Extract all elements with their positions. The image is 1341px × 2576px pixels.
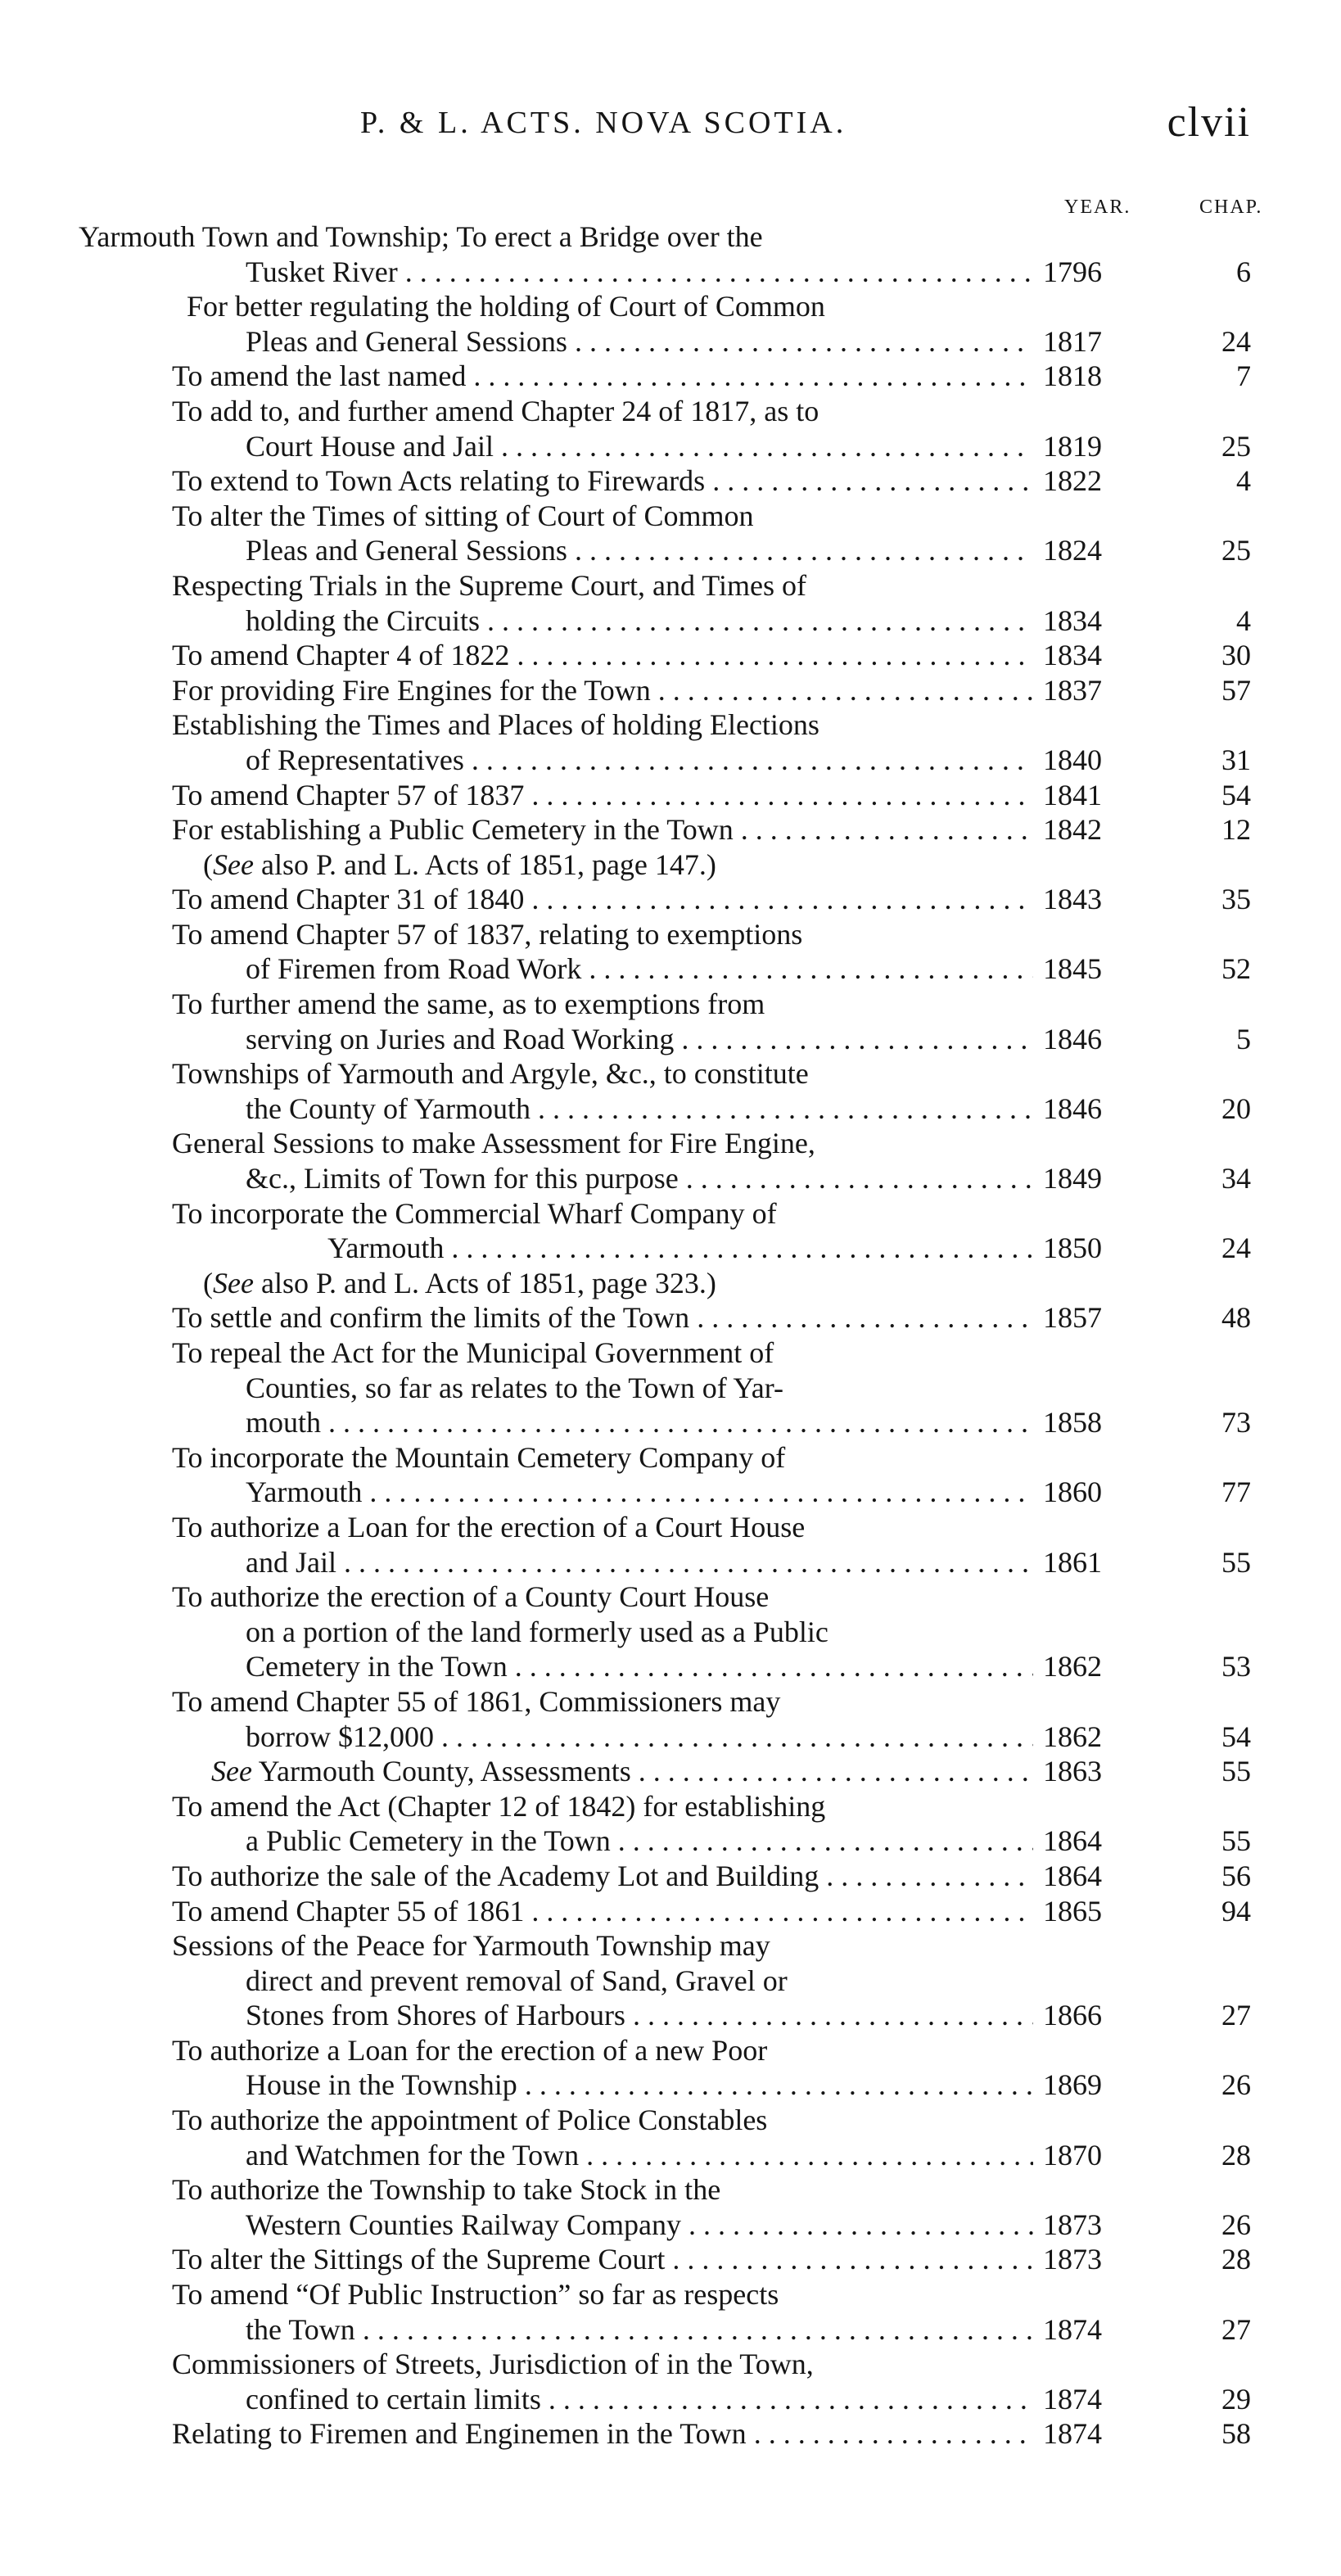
index-entry [0, 882, 1341, 917]
entry-year: 1873 [1043, 2208, 1102, 2241]
entry-year: 1870 [1043, 2138, 1102, 2172]
entry-chapter: 4 [1236, 603, 1251, 637]
entry-line [0, 359, 1341, 394]
entry-text: Sessions of the Peace for Yarmouth Township may [172, 1929, 770, 1963]
entry-line [0, 1510, 1341, 1545]
entry-year: 1796 [1043, 255, 1102, 288]
entry-chapter: 34 [1221, 1162, 1251, 1195]
entry-line [0, 847, 1341, 883]
entry-text: Respecting Trials in the Supreme Court, and Times of [172, 568, 807, 602]
year-column-header: YEAR. [1064, 197, 1131, 218]
entry-line [0, 324, 1341, 359]
index-entry [0, 2277, 1341, 2347]
index-entry [0, 1754, 1341, 1789]
entry-text: holding the Circuits . . . [246, 603, 1033, 639]
entry-chapter: 28 [1221, 2243, 1251, 2276]
entry-line [0, 917, 1341, 952]
entry-line [0, 778, 1341, 813]
entry-text: Yarmouth . . . [327, 1231, 1033, 1266]
entry-year: 1822 [1043, 464, 1102, 498]
entry-line [0, 743, 1341, 778]
entry-year: 1834 [1043, 603, 1102, 637]
entry-text: &c., Limits of Town for this purpose . . . [246, 1161, 1033, 1196]
entry-text: To amend Chapter 55 of 1861, Commissioners may [172, 1684, 781, 1718]
entry-year: 1846 [1043, 1091, 1102, 1125]
entry-chapter: 73 [1221, 1406, 1251, 1439]
entry-line [0, 2172, 1341, 2208]
entry-year: 1846 [1043, 1022, 1102, 1055]
index-entry [0, 359, 1341, 394]
entry-text: To amend Chapter 31 of 1840 . . . [172, 882, 1033, 917]
entry-text: (See also P. and L. Acts of 1851, page 147.) [203, 847, 716, 881]
entry-line [0, 1824, 1341, 1859]
entry-text: Western Counties Railway Company . . . [246, 2208, 1033, 2243]
entry-year: 1862 [1043, 1650, 1102, 1683]
entry-text: Counties, so far as relates to the Town of Yar- [246, 1371, 783, 1404]
index-entry [0, 987, 1341, 1056]
entry-year: 1869 [1043, 2068, 1102, 2102]
entry-text: borrow $12,000 . . . [246, 1720, 1033, 1755]
index-entry [0, 1928, 1341, 2033]
entry-line [0, 1161, 1341, 1196]
index-entry [0, 673, 1341, 708]
entry-chapter: 26 [1221, 2208, 1251, 2241]
entry-year: 1862 [1043, 1720, 1102, 1753]
entry-line [0, 289, 1341, 324]
entry-chapter: 54 [1221, 778, 1251, 811]
entry-text: To amend Chapter 57 of 1837 . . . [172, 778, 1033, 813]
page-number: clvii [1167, 99, 1251, 146]
entry-year: 1863 [1043, 1755, 1102, 1788]
index-entry [0, 812, 1341, 847]
entry-text: To further amend the same, as to exemptions from [172, 987, 765, 1021]
entry-line [0, 2382, 1341, 2417]
entry-line [0, 1615, 1341, 1650]
entry-line [0, 2416, 1341, 2452]
entry-year: 1874 [1043, 2382, 1102, 2416]
entry-year: 1864 [1043, 1859, 1102, 1892]
index-entry [0, 463, 1341, 499]
entry-text: To authorize a Loan for the erection of a new Poor [172, 2033, 768, 2067]
entry-text: Cemetery in the Town . . . [246, 1649, 1033, 1684]
entry-text: To authorize a Loan for the erection of a Court House [172, 1510, 806, 1543]
index-entry [0, 2033, 1341, 2103]
entry-chapter: 57 [1221, 673, 1251, 707]
entry-text: Stones from Shores of Harbours . . . [246, 1998, 1033, 2033]
entry-text: For better regulating the holding of Court of Common [187, 290, 825, 323]
entry-year: 1817 [1043, 324, 1102, 358]
entry-line [0, 1545, 1341, 1580]
entry-year: 1845 [1043, 952, 1102, 986]
entry-text: For establishing a Public Cemetery in the Town . . . [172, 812, 1033, 847]
entry-chapter: 20 [1221, 1091, 1251, 1125]
index-entry [0, 917, 1341, 987]
entry-line [0, 255, 1341, 290]
entry-chapter: 35 [1221, 883, 1251, 916]
entry-year: 1840 [1043, 743, 1102, 776]
entry-text: To alter the Times of sitting of Court of Common [172, 499, 754, 532]
entry-chapter: 52 [1221, 952, 1251, 986]
entry-chapter: 31 [1221, 743, 1251, 776]
entry-chapter: 26 [1221, 2068, 1251, 2102]
entry-line [0, 1754, 1341, 1789]
entry-text: To incorporate the Mountain Cemetery Company of [172, 1440, 786, 1474]
entry-text: Establishing the Times and Places of holding Elections [172, 708, 820, 742]
index-entry [0, 1789, 1341, 1859]
see-reference: See [213, 1266, 254, 1299]
entry-line [0, 1928, 1341, 1964]
entry-text: To amend the last named . . . [172, 359, 1033, 394]
index-entry [0, 219, 1341, 289]
entry-line [0, 533, 1341, 568]
entry-text: General Sessions to make Assessment for Fire Engine, [172, 1127, 815, 1160]
entry-line [0, 1475, 1341, 1510]
entry-text: To amend Chapter 4 of 1822 . . . [172, 638, 1033, 673]
entry-year: 1865 [1043, 1894, 1102, 1927]
entry-year: 1874 [1043, 2417, 1102, 2451]
entry-text: To authorize the sale of the Academy Lot and Building . . . [172, 1859, 1033, 1894]
index-entry [0, 2103, 1341, 2172]
entry-line [0, 1126, 1341, 1161]
index-entry [0, 1335, 1341, 1440]
entry-chapter: 4 [1236, 464, 1251, 498]
entry-year: 1842 [1043, 813, 1102, 847]
entry-text: Court House and Jail . . . [246, 429, 1033, 464]
entry-text: To amend Chapter 57 of 1837, relating to exemptions [172, 917, 803, 951]
entry-chapter: 56 [1221, 1859, 1251, 1892]
entry-line [0, 987, 1341, 1022]
entry-chapter: 6 [1236, 255, 1251, 288]
entry-line [0, 1371, 1341, 1406]
entry-line [0, 1720, 1341, 1755]
entry-text: To amend Chapter 55 of 1861 . . . [172, 1894, 1033, 1929]
entry-chapter: 25 [1221, 429, 1251, 463]
entry-line [0, 1091, 1341, 1127]
entry-text: To repeal the Act for the Municipal Government of [172, 1336, 774, 1369]
entry-year: 1850 [1043, 1232, 1102, 1265]
entry-line [0, 2242, 1341, 2277]
entry-text: direct and prevent removal of Sand, Gravel or [246, 1964, 788, 1997]
entry-line [0, 707, 1341, 743]
entry-line [0, 1440, 1341, 1476]
entry-line [0, 2347, 1341, 2382]
entry-text: To authorize the Township to take Stock in the [172, 2173, 721, 2207]
entry-text: To settle and confirm the limits of the Town . . . [172, 1300, 1033, 1335]
index-entry [0, 638, 1341, 673]
entry-year: 1824 [1043, 534, 1102, 567]
entry-text: For providing Fire Engines for the Town . . . [172, 673, 1033, 708]
entry-year: 1834 [1043, 639, 1102, 672]
entry-line [0, 1196, 1341, 1232]
entry-text: To incorporate the Commercial Wharf Company of [172, 1196, 777, 1230]
entry-text: To alter the Sittings of the Supreme Court . . . [172, 2242, 1033, 2277]
entry-chapter: 55 [1221, 1545, 1251, 1579]
entry-text: To authorize the appointment of Police Constables [172, 2104, 768, 2137]
entry-line [0, 2208, 1341, 2243]
entry-text: To amend “Of Public Instruction” so far as respects [172, 2278, 779, 2312]
index-entry [0, 1894, 1341, 1929]
entry-line [0, 638, 1341, 673]
entry-line [0, 1405, 1341, 1440]
chapter-column-header: CHAP. [1199, 197, 1263, 218]
entry-text: and Watchmen for the Town . . . [246, 2138, 1033, 2173]
entry-line [0, 1789, 1341, 1824]
entry-line [0, 812, 1341, 847]
entry-year: 1861 [1043, 1545, 1102, 1579]
entry-line [0, 2277, 1341, 2312]
entry-line [0, 568, 1341, 603]
entry-line [0, 882, 1341, 917]
entry-text: House in the Township . . . [246, 2068, 1033, 2103]
entry-chapter: 25 [1221, 534, 1251, 567]
index-entry [0, 778, 1341, 813]
entry-line [0, 1684, 1341, 1720]
index-entry [0, 2416, 1341, 2452]
entry-text: mouth . . . [246, 1405, 1033, 1440]
entry-year: 1858 [1043, 1406, 1102, 1439]
running-head [0, 99, 1341, 154]
entry-text: the Town . . . [246, 2312, 1033, 2348]
entry-line [0, 2312, 1341, 2348]
index-entry [0, 1266, 1341, 1301]
entry-chapter: 12 [1221, 813, 1251, 847]
entry-chapter: 55 [1221, 1824, 1251, 1858]
entry-text [211, 1754, 1033, 1789]
entry-text: To authorize the erection of a County Court House [172, 1580, 770, 1614]
entry-year: 1866 [1043, 1999, 1102, 2032]
entry-text: of Firemen from Road Work . . . [246, 951, 1033, 987]
entry-year: 1873 [1043, 2243, 1102, 2276]
entry-line [0, 219, 1341, 255]
entry-text: Tusket River . . . [246, 255, 1033, 290]
entry-text: Pleas and General Sessions . . . [246, 324, 1033, 359]
index-entry [0, 499, 1341, 568]
entry-line [0, 1266, 1341, 1301]
entry-year: 1860 [1043, 1476, 1102, 1509]
index-entry [0, 707, 1341, 777]
entry-line [0, 1894, 1341, 1929]
index-entry [0, 289, 1341, 359]
entry-chapter: 28 [1221, 2138, 1251, 2172]
entry-chapter: 30 [1221, 639, 1251, 672]
index-entry [0, 1056, 1341, 1126]
entry-text: Relating to Firemen and Enginemen in the Town . . . [172, 2416, 1033, 2452]
entry-line [0, 673, 1341, 708]
entry-line [0, 2103, 1341, 2138]
index-entry [0, 1196, 1341, 1266]
see-reference: See [211, 1755, 252, 1788]
see-reference: See [213, 847, 254, 881]
entry-year: 1857 [1043, 1301, 1102, 1335]
entry-line [0, 603, 1341, 639]
see-reference-text: also P. and L. Acts of 1851, page 147.) [260, 847, 716, 881]
entry-line [0, 1335, 1341, 1371]
entry-line [0, 2033, 1341, 2068]
entry-year: 1818 [1043, 359, 1102, 393]
entry-chapter: 55 [1221, 1755, 1251, 1788]
entry-text: To amend the Act (Chapter 12 of 1842) for establishing [172, 1789, 826, 1823]
index-entry [0, 1440, 1341, 1510]
entry-chapter: 53 [1221, 1650, 1251, 1683]
entry-line [0, 1859, 1341, 1894]
index-entry [0, 1510, 1341, 1579]
entry-text: on a portion of the land formerly used as a Public [246, 1615, 829, 1648]
entry-line [0, 2138, 1341, 2173]
entry-year: 1849 [1043, 1162, 1102, 1195]
entry-line [0, 429, 1341, 464]
index-entry [0, 1126, 1341, 1195]
entry-chapter: 7 [1236, 359, 1251, 393]
index-entry [0, 1300, 1341, 1335]
index-entry [0, 1579, 1341, 1684]
entry-chapter: 58 [1221, 2417, 1251, 2451]
entry-text: To extend to Town Acts relating to Firewards . . . [172, 463, 1033, 499]
index-entry [0, 1859, 1341, 1894]
index-entry [0, 394, 1341, 463]
entry-line [0, 1579, 1341, 1615]
entry-year: 1843 [1043, 883, 1102, 916]
running-title: P. & L. ACTS. NOVA SCOTIA. [360, 106, 847, 140]
index-entry [0, 2347, 1341, 2416]
index-entry [0, 2242, 1341, 2277]
entry-text: the County of Yarmouth . . . [246, 1091, 1033, 1127]
entry-chapter: 24 [1221, 1232, 1251, 1265]
entry-text: Commissioners of Streets, Jurisdiction of in the Town, [172, 2348, 814, 2381]
entry-year: 1819 [1043, 429, 1102, 463]
entry-year: 1864 [1043, 1824, 1102, 1858]
entry-line [0, 1231, 1341, 1266]
entry-chapter: 27 [1221, 2312, 1251, 2346]
index-entry [0, 2172, 1341, 2242]
act-index-list [0, 219, 1341, 2452]
entry-year: 1837 [1043, 673, 1102, 707]
entry-chapter: 48 [1221, 1301, 1251, 1335]
entry-line [0, 394, 1341, 429]
entry-line [0, 463, 1341, 499]
entry-year: 1874 [1043, 2312, 1102, 2346]
entry-text: Townships of Yarmouth and Argyle, &c., to constitute [172, 1057, 809, 1091]
entry-chapter: 94 [1221, 1894, 1251, 1927]
entry-line [0, 1056, 1341, 1091]
entry-chapter: 27 [1221, 1999, 1251, 2032]
entry-text: Yarmouth Town and Township; To erect a Bridge over the [79, 220, 763, 253]
entry-chapter: 77 [1221, 1476, 1251, 1509]
entry-chapter: 29 [1221, 2382, 1251, 2416]
entry-line [0, 499, 1341, 534]
entry-text: To add to, and further amend Chapter 24 of 1817, as to [172, 394, 820, 427]
entry-line [0, 1649, 1341, 1684]
see-reference-text: Yarmouth County, Assessments [258, 1755, 631, 1788]
entry-chapter: 54 [1221, 1720, 1251, 1753]
index-entry [0, 847, 1341, 883]
entry-line [0, 2068, 1341, 2103]
entry-chapter: 24 [1221, 324, 1251, 358]
entry-line [0, 1300, 1341, 1335]
entry-line [0, 1964, 1341, 1999]
entry-year: 1841 [1043, 778, 1102, 811]
entry-text: a Public Cemetery in the Town . . . [246, 1824, 1033, 1859]
entry-text: (See also P. and L. Acts of 1851, page 323.) [203, 1266, 716, 1299]
entry-line [0, 1022, 1341, 1057]
entry-text: of Representatives . . . [246, 743, 1033, 778]
entry-text: confined to certain limits . . . [246, 2382, 1033, 2417]
entry-text: Yarmouth . . . [246, 1475, 1033, 1510]
index-entry [0, 1684, 1341, 1754]
see-reference-text: also P. and L. Acts of 1851, page 323.) [260, 1266, 716, 1299]
index-entry [0, 568, 1341, 638]
entry-text: serving on Juries and Road Working . . . [246, 1022, 1033, 1057]
entry-text: and Jail . . . [246, 1545, 1033, 1580]
entry-chapter: 5 [1236, 1022, 1251, 1055]
entry-text: Pleas and General Sessions . . . [246, 533, 1033, 568]
entry-line [0, 1998, 1341, 2033]
entry-line [0, 951, 1341, 987]
